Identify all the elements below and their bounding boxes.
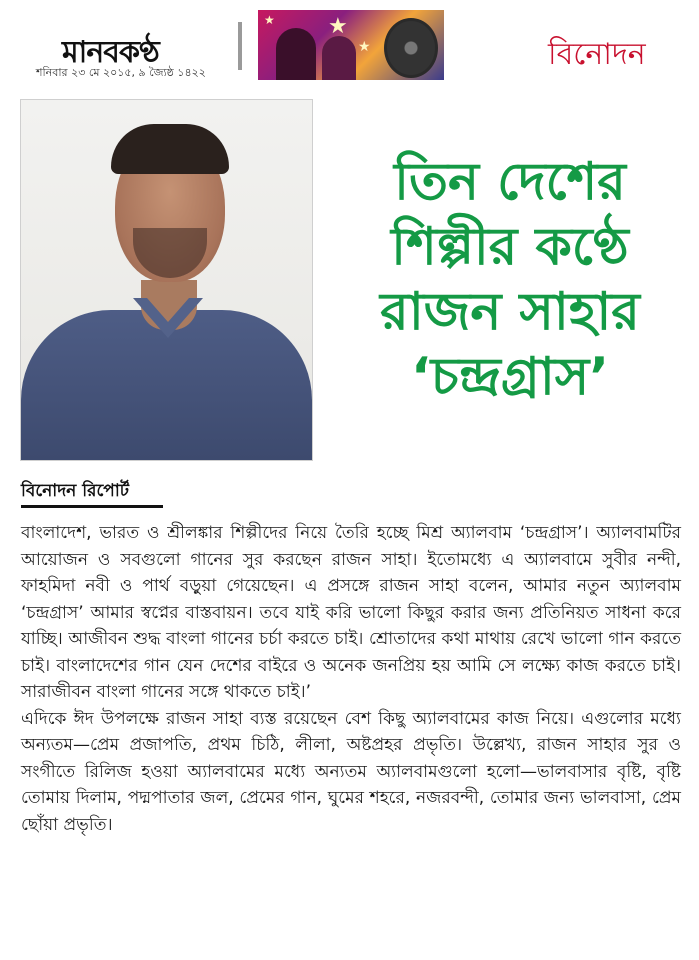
header-divider [238, 22, 242, 70]
headline-line: ‘চন্দ্রগ্রাস’ [410, 347, 609, 407]
star-icon: ★ [328, 14, 348, 39]
star-icon: ★ [358, 39, 371, 55]
article-paragraph: এদিকে ঈদ উপলক্ষে রাজন সাহা ব্যস্ত রয়েছেন বেশ কিছু অ্যালবামের কাজ নিয়ে। এগুলোর মধ্যে অন্যতম—প্রেম প্রজাপতি, প্রথম চিঠি, লীলা, অষ্টপ্রহর প্রভৃতি। উল্লেখ্য, রাজন সাহার সুর ও সংগীতে রিলিজ হওয়া অ্যালবামের মধ্যে অন্যতম অ্যালবামগুলো হলো—ভালবাসার বৃষ্টি, বৃষ্টি তোমায় দিলাম, পদ্মপাতার জল, প্রেমের গান, ঘুমের শহরে, নজরবন্দী, তোমার জন্য ভালবাসা, প্রেম ছোঁয়া প্রভৃতি। [21, 708, 681, 835]
photo-hair [111, 124, 229, 174]
byline-underline [21, 505, 163, 508]
section-label: বিনোদন [548, 37, 646, 72]
silhouette-graphic [276, 28, 316, 80]
headline-line: তিন দেশের [394, 152, 626, 212]
film-reel-icon [384, 18, 438, 78]
newspaper-logo: মানবকণ্ঠ [62, 35, 159, 70]
page-header [0, 0, 699, 90]
headline-line: রাজন সাহার [380, 282, 640, 342]
headline-line: শিল্পীর কণ্ঠে [391, 217, 629, 277]
byline: বিনোদন রিপোর্ট [21, 481, 130, 501]
entertainment-banner-image [258, 10, 444, 80]
article-paragraph: বাংলাদেশ, ভারত ও শ্রীলঙ্কার শিল্পীদের নিয়ে তৈরি হচ্ছে মিশ্র অ্যালবাম ‘চন্দ্রগ্রাস’। অ্যালবামটির আয়োজন ও সবগুলো গানের সুর করছেন রাজন সাহা। ইতোমধ্যে এ অ্যালবামে সুবীর নন্দী, ফাহমিদা নবী ও পার্থ বড়ুয়া গেয়েছেন। এ প্রসঙ্গে রাজন সাহা বলেন, আমার নতুন অ্যালবাম ‘চন্দ্রগ্রাস’ আমার স্বপ্নের বাস্তবায়ন। তবে যাই করি ভালো কিছুর করার জন্য প্রতিনিয়ত সাধনা করে যাচ্ছি। আজীবন শুদ্ধ বাংলা গানের চর্চা করতে চাই। শ্রোতাদের কথা মাথায় রেখে ভালো গান করতে চাই। বাংলাদেশের গান যেন দেশের বাইরে ও অনেক জনপ্রিয় হয় আমি সে লক্ষ্যে কাজ করতে চাই। সারাজীবন বাংলা গানের সঙ্গে থাকতে চাই।’ [21, 523, 681, 702]
silhouette-graphic-2 [322, 36, 356, 80]
article-headline [330, 100, 690, 460]
portrait-photo [21, 100, 312, 460]
dateline: শনিবার ২৩ মে ২০১৫, ৯ জ্যৈষ্ঠ ১৪২২ [36, 66, 206, 79]
star-icon: ★ [264, 13, 275, 27]
article-body [21, 520, 681, 838]
